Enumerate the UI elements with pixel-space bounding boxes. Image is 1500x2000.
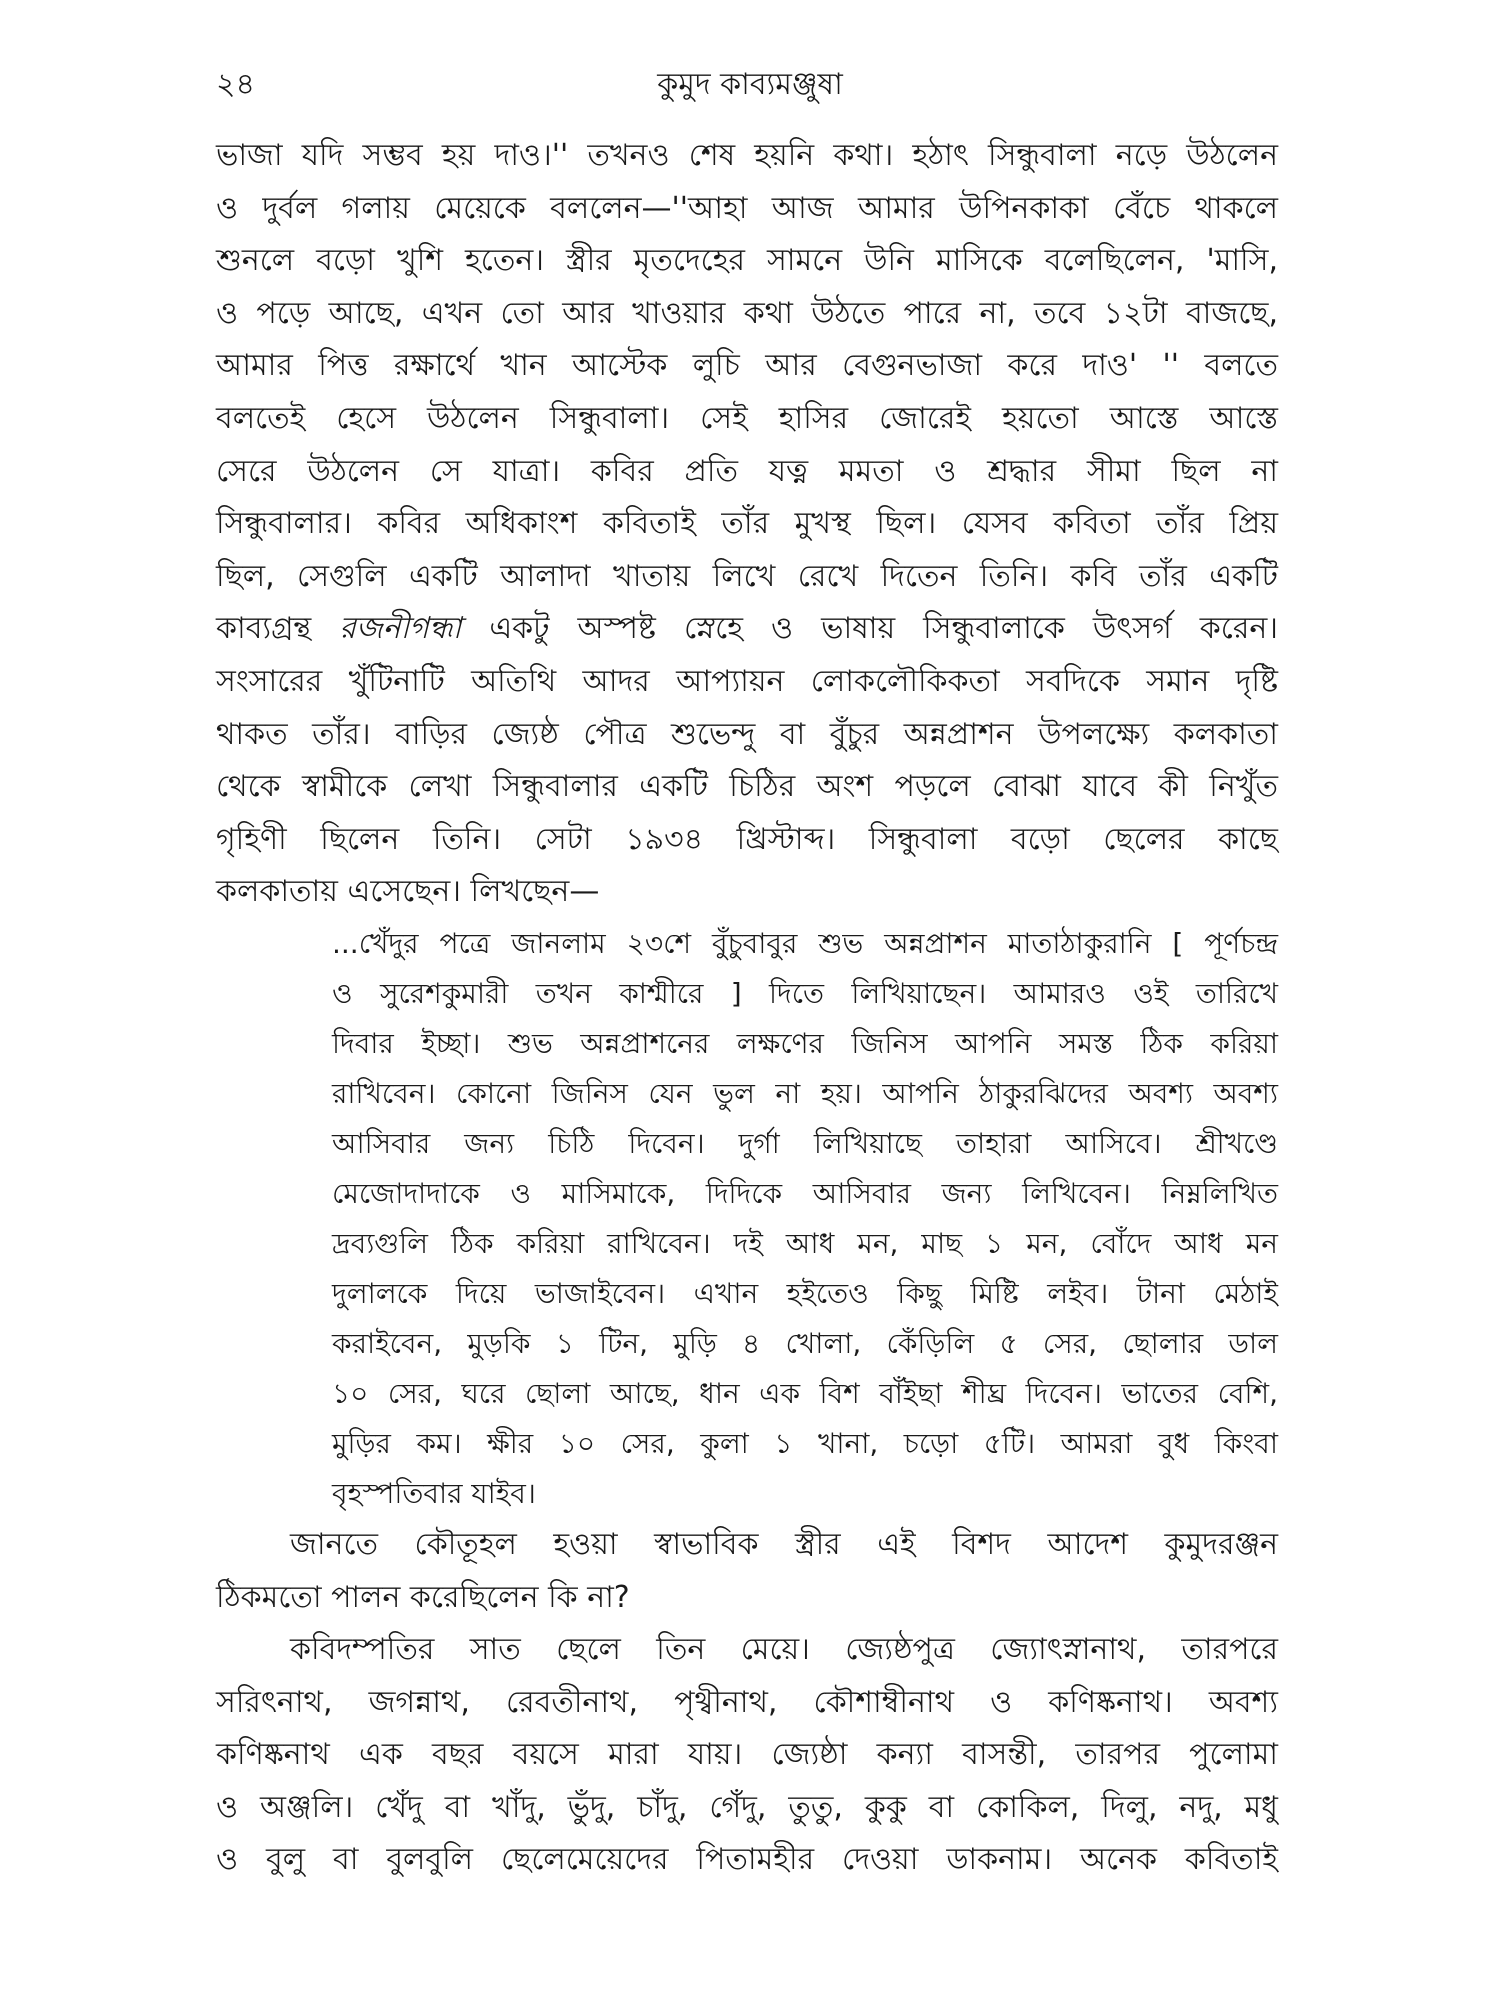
text-line: বলতেই হেসে উঠলেন সিন্ধুবালা। সেই হাসির জোরেই হয়তো আস্তে আস্তে (216, 400, 1278, 436)
text-line: আমার পিত্ত রক্ষার্থে খান আস্টেক লুচি আর বেগুনভাজা করে দাও' '' বলতে (216, 348, 1278, 384)
quote-line: দ্রব্যগুলি ঠিক করিয়া রাখিবেন। দই আধ মন, মাছ ১ মন, বোঁদে আধ মন (332, 1226, 1278, 1260)
letter-quote (332, 919, 1278, 1519)
quote-line: করাইবেন, মুড়কি ১ টিন, মুড়ি ৪ খোলা, কেঁড়িলি ৫ সের, ছোলার ডাল (332, 1326, 1278, 1360)
quote-line: দিবার ইচ্ছা। শুভ অন্নপ্রাশনের লক্ষণের জিনিস আপনি সমস্ত ঠিক করিয়া (332, 1026, 1278, 1060)
text-segment: একটু অস্পষ্ট স্নেহে ও ভাষায় সিন্ধুবালাকে উৎসর্গ করেন। (461, 611, 1278, 647)
quote-line: মুড়ির কম। ক্ষীর ১০ সের, কুলা ১ খানা, চড়ো ৫টি। আমরা বুধ কিংবা (332, 1426, 1278, 1460)
text-line: কলকাতায় এসেছেন। লিখছেন— (216, 874, 600, 910)
quote-line: বৃহস্পতিবার যাইব। (332, 1476, 536, 1510)
text-line: শুনলে বড়ো খুশি হতেন। স্ত্রীর মৃতদেহের সামনে উনি মাসিকে বলেছিলেন, 'মাসি, (216, 243, 1278, 279)
text-line-with-book-title (216, 603, 1278, 656)
text-line: কণিষ্কনাথ এক বছর বয়সে মারা যায়। জ্যেষ্ঠা কন্যা বাসন্তী, তারপর পুলোমা (216, 1737, 1278, 1773)
text-line: জানতে কৌতূহল হওয়া স্বাভাবিক স্ত্রীর এই বিশদ আদেশ কুমুদরঞ্জন (290, 1526, 1278, 1562)
page-header (0, 52, 1500, 112)
text-segment: কাব্যগ্রন্থ (216, 611, 340, 647)
text-line: গৃহিণী ছিলেন তিনি। সেটা ১৯৩৪ খ্রিস্টাব্দ। সিন্ধুবালা বড়ো ছেলের কাছে (216, 821, 1278, 857)
text-line: কবিদম্পতির সাত ছেলে তিন মেয়ে। জ্যেষ্ঠপুত্র জ্যোৎস্নানাথ, তারপরে (290, 1632, 1278, 1668)
quote-line: মেজোদাদাকে ও মাসিমাকে, দিদিকে আসিবার জন্য লিখিবেন। নিম্নলিখিত (332, 1176, 1278, 1210)
paragraph (216, 1624, 1278, 1887)
quote-line: আসিবার জন্য চিঠি দিবেন। দুর্গা লিখিয়াছে তাহারা আসিবে। শ্রীখণ্ডে (332, 1126, 1278, 1160)
text-line: থেকে স্বামীকে লেখা সিন্ধুবালার একটি চিঠির অংশ পড়লে বোঝা যাবে কী নিখুঁত (216, 769, 1278, 805)
text-line: সরিৎনাথ, জগন্নাথ, রেবতীনাথ, পৃথ্বীনাথ, কৌশাম্বীনাথ ও কণিষ্কনাথ। অবশ্য (216, 1684, 1278, 1720)
book-title: রজনীগন্ধা (339, 611, 462, 647)
quote-line: দুলালকে দিয়ে ভাজাইবেন। এখান হইতেও কিছু মিষ্টি লইব। টানা মেঠাই (332, 1276, 1278, 1310)
text-line: ও অঞ্জলি। খেঁদু বা খাঁদু, ভুঁদু, চাঁদু, গেঁদু, তুতু, কুকু বা কোকিল, দিলু, নদু, মধু (216, 1789, 1278, 1825)
text-line: ভাজা যদি সম্ভব হয় দাও।'' তখনও শেষ হয়নি কথা। হঠাৎ সিন্ধুবালা নড়ে উঠলেন (216, 138, 1278, 173)
quote-line: ...খেঁদুর পত্রে জানলাম ২৩শে বুঁচুবাবুর শুভ অন্নপ্রাশন মাতাঠাকুরানি [ পূর্ণচন্দ্র (332, 926, 1278, 960)
quote-line: ও সুরেশকুমারী তখন কাশ্মীরে ] দিতে লিখিয়াছেন। আমারও ওই তারিখে (332, 976, 1278, 1010)
text-line: সংসারের খুঁটিনাটি অতিথি আদর আপ্যায়ন লোকলৌকিকতা সবদিকে সমান দৃষ্টি (216, 663, 1278, 699)
text-line: ছিল, সেগুলি একটি আলাদা খাতায় লিখে রেখে দিতেন তিনি। কবি তাঁর একটি (216, 558, 1278, 594)
text-line: ও দুর্বল গলায় মেয়েকে বললেন—''আহা আজ আমার উপিনকাকা বেঁচে থাকলে (216, 190, 1278, 226)
text-line: সিন্ধুবালার। কবির অধিকাংশ কবিতাই তাঁর মুখস্থ ছিল। যেসব কবিতা তাঁর প্রিয় (216, 506, 1278, 542)
paragraph (216, 130, 1278, 919)
page-number: ২৪ (216, 67, 255, 102)
quote-line: রাখিবেন। কোনো জিনিস যেন ভুল না হয়। আপনি ঠাকুরঝিদের অবশ্য অবশ্য (332, 1076, 1278, 1110)
running-title: কুমুদ কাব্যমঞ্জুষা (657, 67, 843, 102)
text-line: ও পড়ে আছে, এখন তো আর খাওয়ার কথা উঠতে পারে না, তবে ১২টা বাজছে, (216, 295, 1278, 331)
text-line: থাকত তাঁর। বাড়ির জ্যেষ্ঠ পৌত্র শুভেন্দু বা বুঁচুর অন্নপ্রাশন উপলক্ষ্যে কলকাতা (216, 716, 1278, 752)
text-line: ও বুলু বা বুলবুলি ছেলেমেয়েদের পিতামহীর দেওয়া ডাকনাম। অনেক কবিতাই (216, 1842, 1278, 1878)
text-line: ঠিকমতো পালন করেছিলেন কি না? (216, 1579, 630, 1615)
paragraph (216, 1519, 1278, 1624)
body-text (216, 130, 1278, 1887)
quote-line: ১০ সের, ঘরে ছোলা আছে, ধান এক বিশ বাঁইছা শীঘ্র দিবেন। ভাতের বেশি, (332, 1376, 1278, 1410)
text-line: সেরে উঠলেন সে যাত্রা। কবির প্রতি যত্ন মমতা ও শ্রদ্ধার সীমা ছিল না (216, 453, 1278, 489)
